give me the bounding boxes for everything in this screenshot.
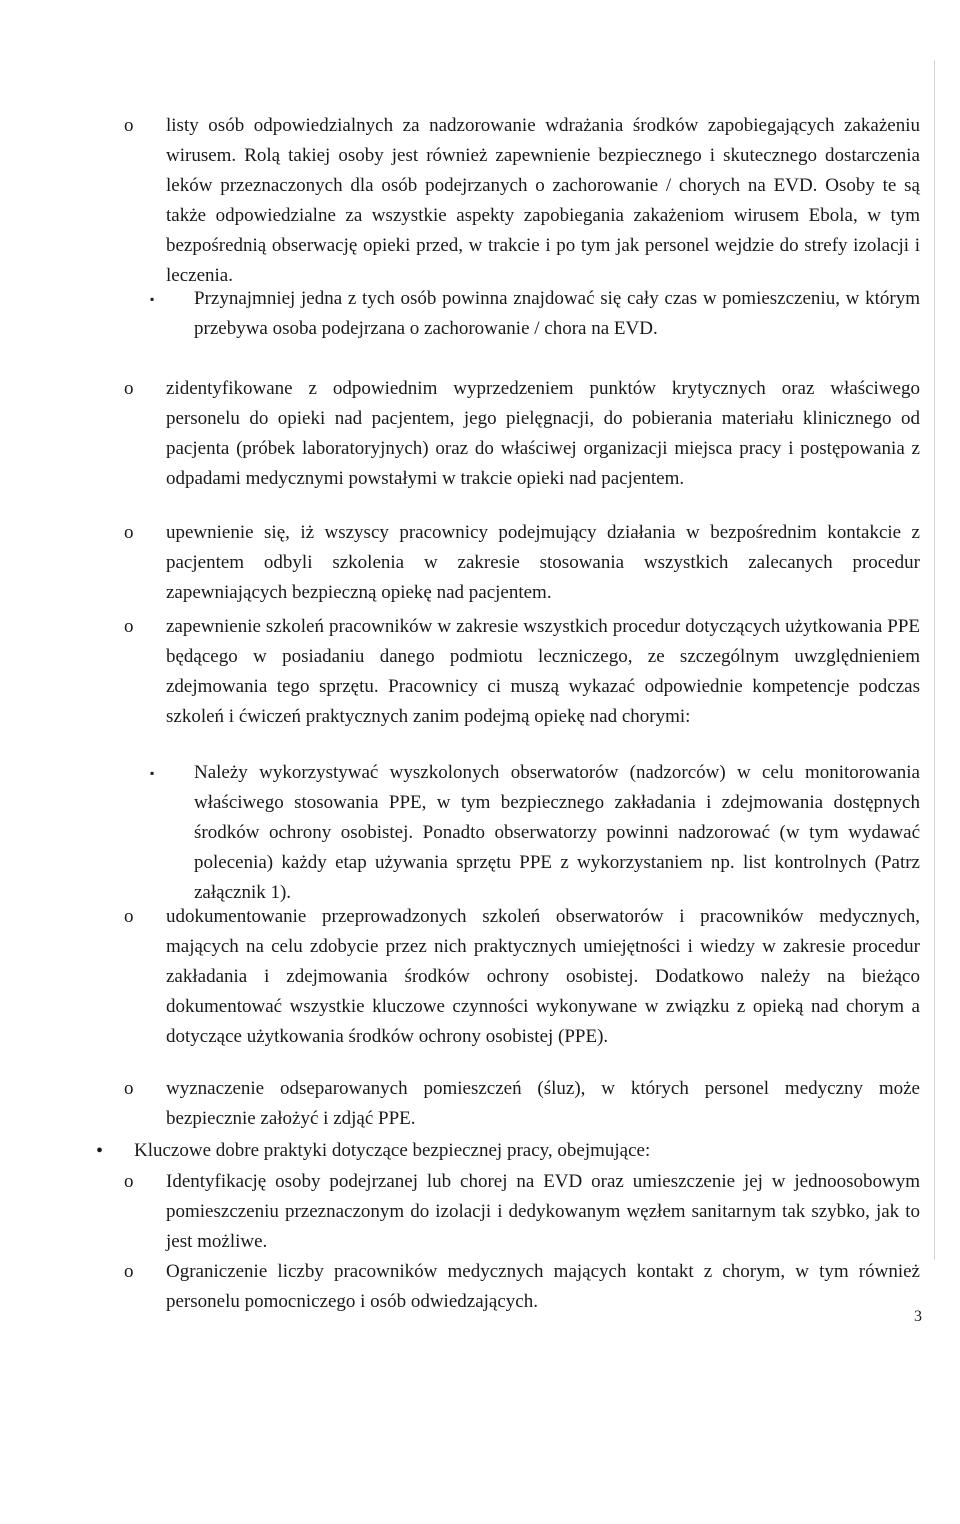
- list-item: udokumentowanie przeprowadzonych szkoleń obserwatorów i pracowników medycznych, mających na celu zdobycie przez nich praktycznych umiejętności i wiedzy w zakresie procedur zakładania i zdejmowania środków ochrony osobistej. Dodatkowo należy na bieżąco dokumentować wszystkie kluczowe czynności wykonywane w związku z opieką nad chorym a dotyczące użytkowania środków ochrony osobistej (PPE).: [166, 906, 920, 1047]
- bullet-marker: •: [96, 1140, 104, 1162]
- bullet-marker: o: [124, 115, 134, 136]
- list-item: Ograniczenie liczby pracowników medycznych mających kontakt z chorym, w tym również personelu pomocniczego i osób odwiedzających.: [166, 1261, 920, 1312]
- bullet-marker: o: [124, 906, 134, 927]
- list-item: Należy wykorzystywać wyszkolonych obserwatorów (nadzorców) w celu monitorowania właściwego stosowania PPE, w tym bezpiecznego zakładania i zdejmowania dostępnych środków ochrony osobistej. Ponadto obserwatorzy powinni nadzorować (w tym wydawać polecenia) każdy etap używania sprzętu PPE z wykorzystaniem np. list kontrolnych (Patrz załącznik 1).: [194, 762, 920, 903]
- bullet-marker: ▪: [150, 292, 155, 306]
- list-item: listy osób odpowiedzialnych za nadzorowanie wdrażania środków zapobiegających zakażeniu wirusem. Rolą takiej osoby jest również zapewnienie bezpiecznego i skutecznego dostarczenia leków przeznaczonych dla osób podejrzanych o zachorowanie / chorych na EVD. Osoby te są także odpowiedzialne za wszystkie aspekty zapobiegania zakażeniom wirusem Ebola, w tym bezpośrednią obserwację opieki przed, w trakcie i po tym jak personel wejdzie do strefy izolacji i leczenia.: [166, 115, 920, 286]
- scan-edge-line: [934, 60, 935, 1260]
- list-item: wyznaczenie odseparowanych pomieszczeń (śluz), w których personel medyczny może bezpiecznie założyć i zdjąć PPE.: [166, 1078, 920, 1129]
- list-item: Identyfikację osoby podejrzanej lub chorej na EVD oraz umieszczenie jej w jednoosobowym pomieszczeniu przeznaczonym do izolacji i dedykowanym węzłem sanitarnym tak szybko, jak to jest możliwe.: [166, 1171, 920, 1252]
- list-item: Przynajmniej jedna z tych osób powinna znajdować się cały czas w pomieszczeniu, w którym przebywa osoba podejrzana o zachorowanie / chora na EVD.: [194, 288, 920, 339]
- bullet-marker: ▪: [150, 766, 155, 780]
- bullet-marker: o: [124, 616, 134, 637]
- list-item: zidentyfikowane z odpowiednim wyprzedzeniem punktów krytycznych oraz właściwego personelu do opieki nad pacjentem, jego pielęgnacji, do pobierania materiału klinicznego od pacjenta (próbek laboratoryjnych) oraz do właściwej organizacji miejsca pracy i postępowania z odpadami medycznymi powstałymi w trakcie opieki nad pacjentem.: [166, 378, 920, 489]
- bullet-marker: o: [124, 1078, 134, 1099]
- list-item: zapewnienie szkoleń pracowników w zakresie wszystkich procedur dotyczących użytkowania PPE będącego w posiadaniu danego podmiotu leczniczego, ze szczególnym uwzględnieniem zdejmowania tego sprzętu. Pracownicy ci muszą wykazać odpowiednie kompetencje podczas szkoleń i ćwiczeń praktycznych zanim podejmą opiekę nad chorymi:: [166, 616, 920, 727]
- section-heading: Kluczowe dobre praktyki dotyczące bezpiecznej pracy, obejmujące:: [134, 1140, 651, 1161]
- list-item: upewnienie się, iż wszyscy pracownicy podejmujący działania w bezpośrednim kontakcie z pacjentem odbyli szkolenia w zakresie stosowania wszystkich zalecanych procedur zapewniających bezpieczną opiekę nad pacjentem.: [166, 522, 920, 603]
- bullet-marker: o: [124, 1261, 134, 1282]
- page-number: 3: [914, 1308, 922, 1325]
- bullet-marker: o: [124, 378, 134, 399]
- bullet-marker: o: [124, 1171, 134, 1192]
- bullet-marker: o: [124, 522, 134, 543]
